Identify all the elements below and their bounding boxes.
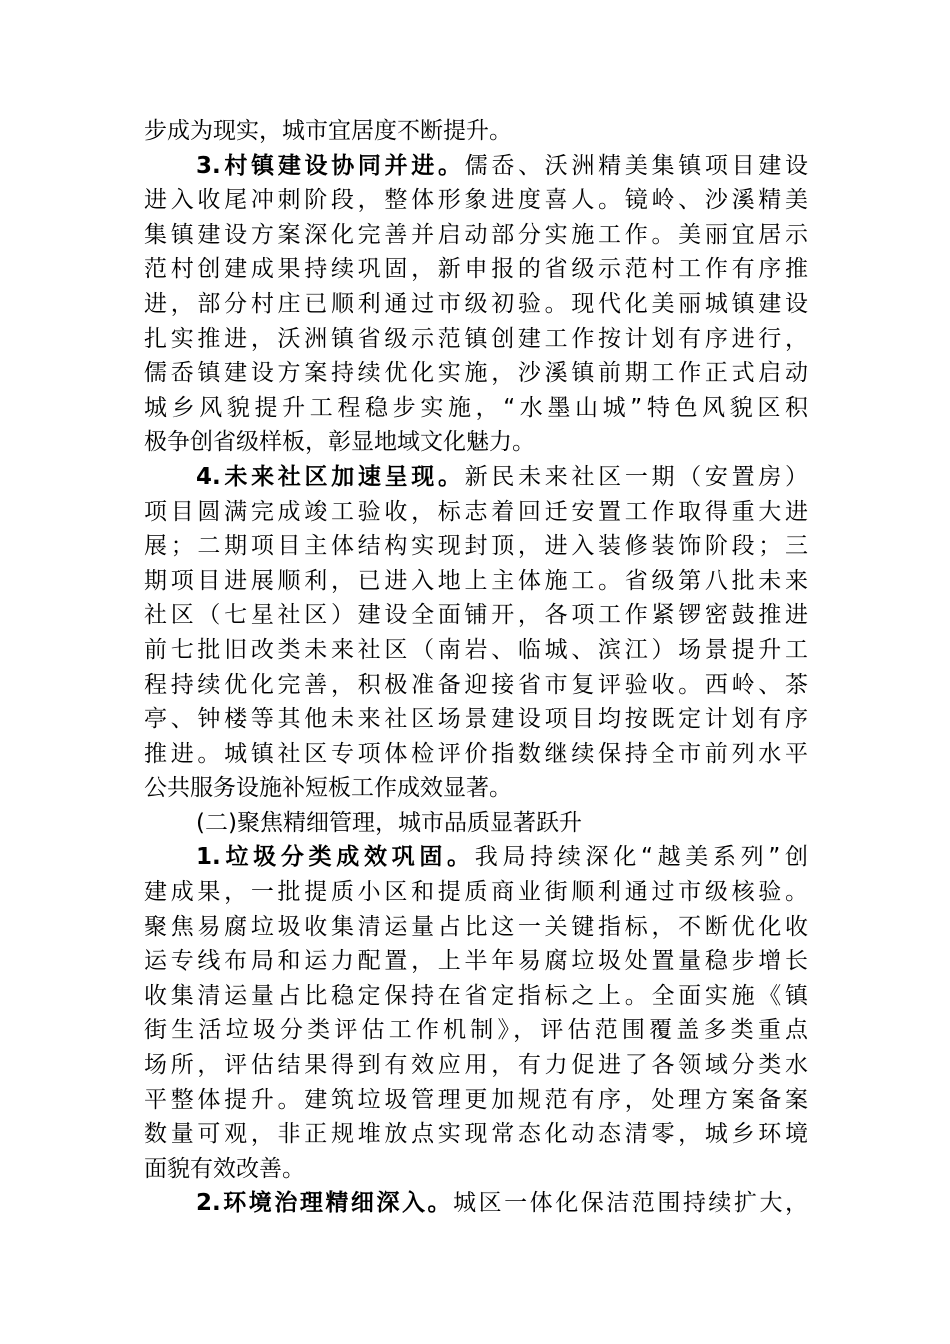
paragraph-line: 扎实推进，沃洲镇省级示范镇创建工作按计划有序进行， (144, 325, 808, 352)
paragraph-line: 展；二期项目主体结构实现封顶，进入装修装饰阶段；三 (144, 533, 808, 560)
paragraph-line: 亭、钟楼等其他未来社区场景建设项目均按既定计划有序 (144, 706, 808, 733)
document-page (144, 114, 808, 1221)
paragraph-text: 我局持续深化“越美系列”创 (474, 844, 808, 871)
paragraph-line: 前七批旧改类未来社区（南岩、临城、滨江）场景提升工 (144, 636, 808, 663)
subsection-title: (二)聚焦精细管理，城市品质显著跃升 (196, 809, 582, 836)
section-heading-line (144, 460, 808, 495)
section-heading: 3.村镇建设协同并进。 (196, 152, 465, 179)
section-heading: 2.环境治理精细深入。 (196, 1190, 454, 1217)
paragraph-line: 极争创省级样板，彰显地域文化魅力。 (144, 429, 535, 456)
paragraph-line: 公共服务设施补短板工作成效显著。 (144, 775, 512, 802)
section-heading-line (144, 840, 808, 875)
paragraph-line: 程持续优化完善，积极准备迎接省市复评验收。西岭、茶 (144, 671, 808, 698)
paragraph-line: 运专线布局和运力配置，上半年易腐垃圾处置量稳步增长 (144, 948, 808, 975)
paragraph-line: 场所，评估结果得到有效应用，有力促进了各领域分类水 (144, 1052, 808, 1079)
paragraph-line: 平整体提升。建筑垃圾管理更加规范有序，处理方案备案 (144, 1086, 808, 1113)
paragraph-text: 儒岙、沃洲精美集镇项目建设 (464, 152, 808, 179)
paragraph-line: 面貌有效改善。 (144, 1155, 305, 1182)
paragraph-line: 进入收尾冲刺阶段，整体形象进度喜人。镜岭、沙溪精美 (144, 187, 808, 214)
paragraph-line: 项目圆满完成竣工验收，标志着回迁安置工作取得重大进 (144, 498, 808, 525)
paragraph-line: 期项目进展顺利，已进入地上主体施工。省级第八批未来 (144, 567, 808, 594)
paragraph-line: 儒岙镇建设方案持续优化实施，沙溪镇前期工作正式启动 (144, 360, 808, 387)
section-heading-line (144, 149, 808, 184)
paragraph-line: 集镇建设方案深化完善并启动部分实施工作。美丽宜居示 (144, 221, 808, 248)
paragraph-text: 城区一体化保洁范围持续扩大， (453, 1190, 808, 1217)
paragraph-line: 进，部分村庄已顺利通过市级初验。现代化美丽城镇建设 (144, 290, 808, 317)
section-heading: 4.未来社区加速呈现。 (196, 463, 465, 490)
paragraph-line: 范村创建成果持续巩固，新申报的省级示范村工作有序推 (144, 256, 808, 283)
paragraph-line: 社区（七星社区）建设全面铺开，各项工作紧锣密鼓推进 (144, 602, 808, 629)
section-heading-line (144, 1186, 808, 1221)
section-heading: 1.垃圾分类成效巩固。 (196, 844, 475, 871)
paragraph-line: 建成果，一批提质小区和提质商业街顺利通过市级核验。 (144, 879, 808, 906)
paragraph-line: 收集清运量占比稳定保持在省定指标之上。全面实施《镇 (144, 982, 808, 1009)
paragraph-line: 数量可观，非正规堆放点实现常态化动态清零，城乡环境 (144, 1121, 808, 1148)
paragraph-line: 推进。城镇社区专项体检评价指数继续保持全市前列水平 (144, 740, 808, 767)
paragraph-text: 新民未来社区一期（安置房） (464, 463, 808, 490)
paragraph-line: 聚焦易腐垃圾收集清运量占比这一关键指标，不断优化收 (144, 913, 808, 940)
paragraph-line: 城乡风貌提升工程稳步实施，“水墨山城”特色风貌区积 (144, 394, 808, 421)
paragraph-line: 街生活垃圾分类评估工作机制》，评估范围覆盖多类重点 (144, 1017, 808, 1044)
paragraph-line: 步成为现实，城市宜居度不断提升。 (144, 118, 512, 144)
